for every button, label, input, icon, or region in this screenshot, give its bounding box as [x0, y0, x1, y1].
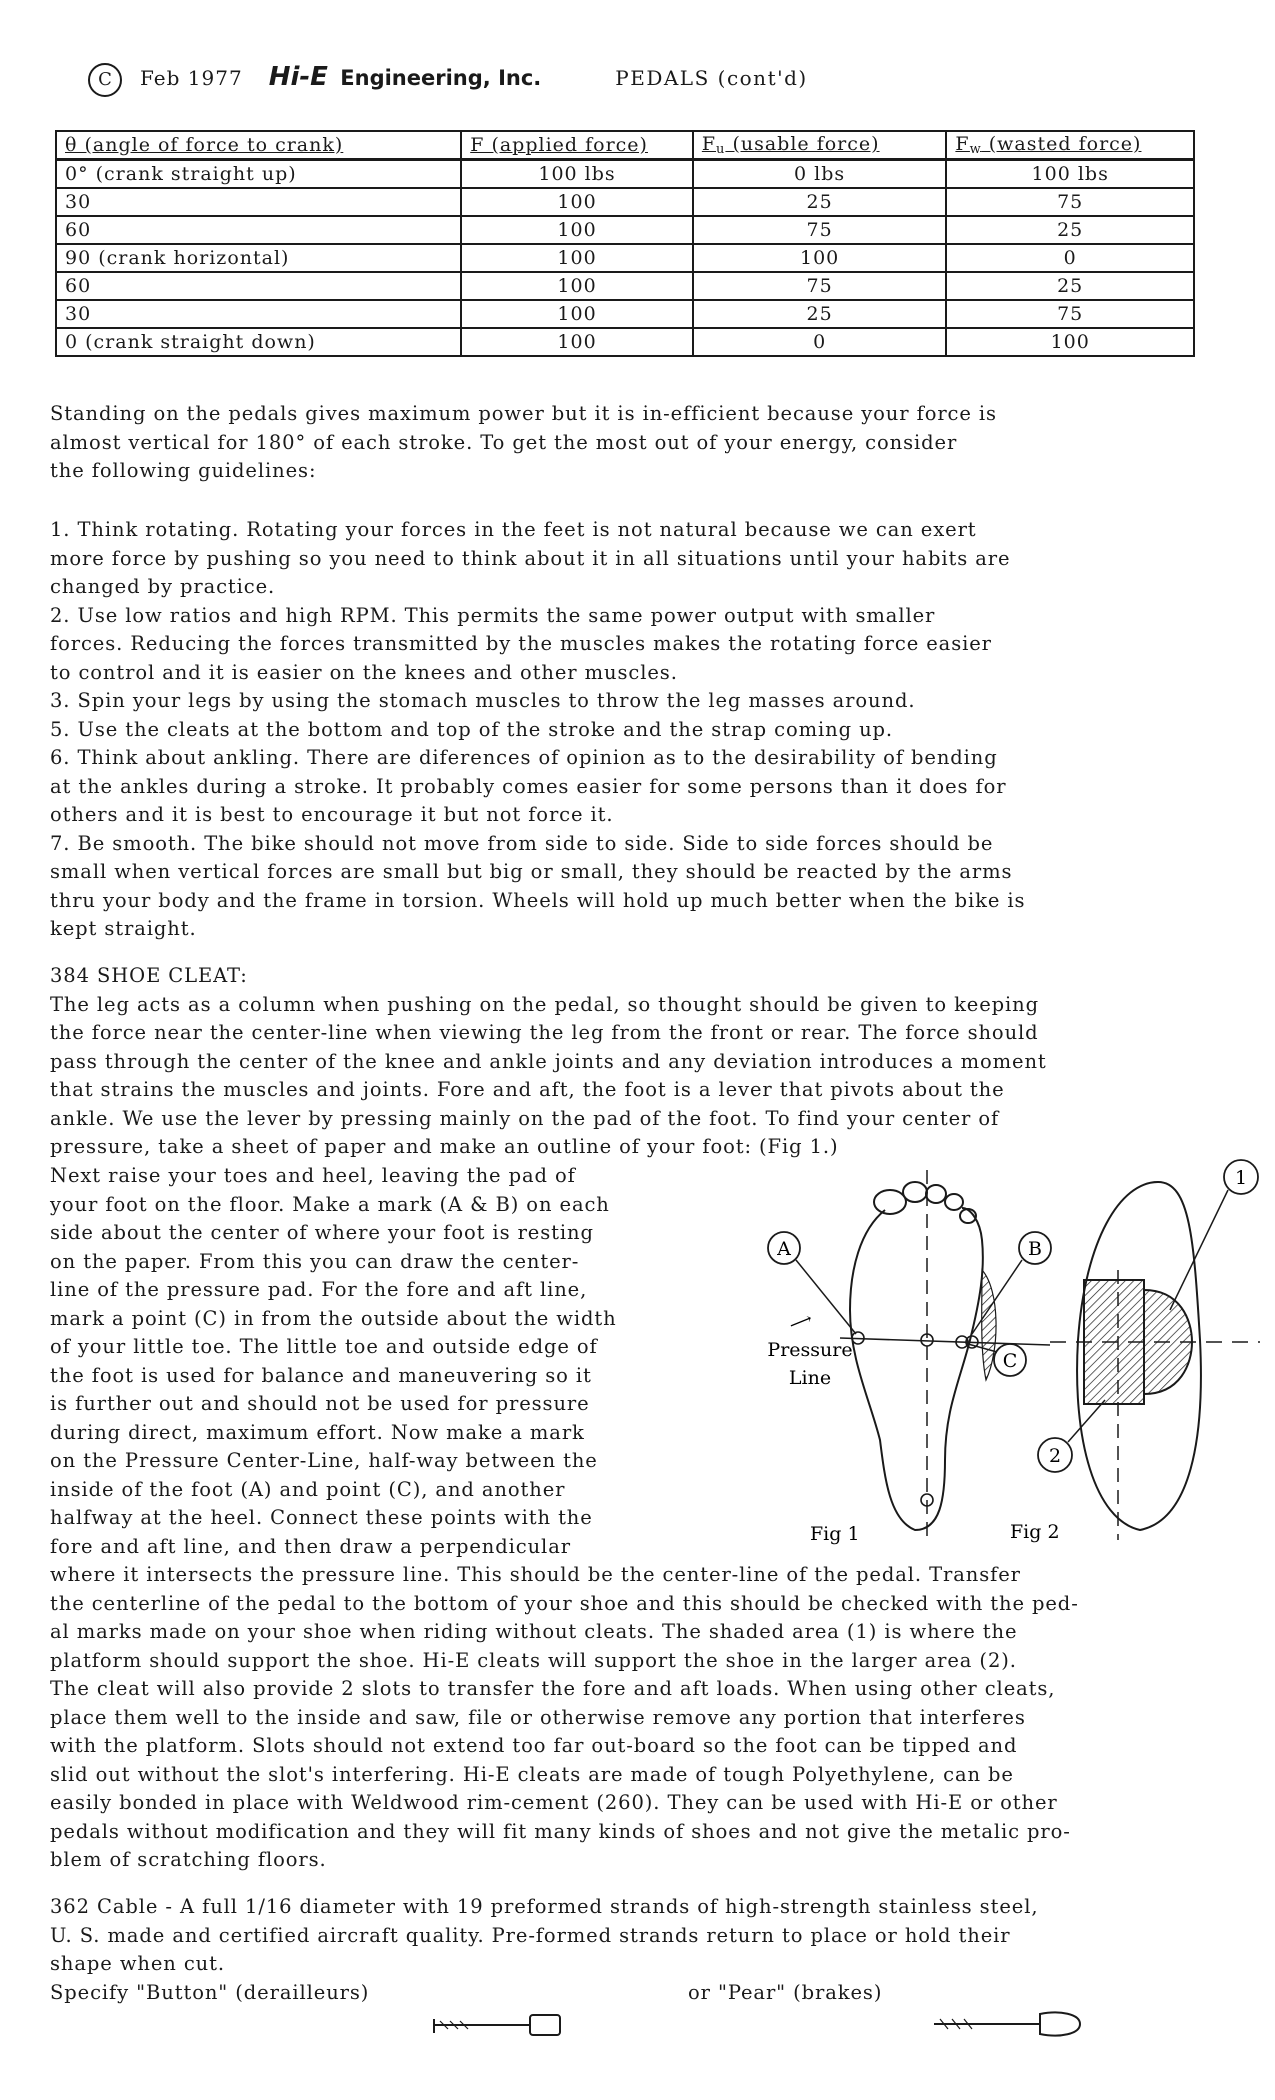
table-row: [56, 216, 1194, 244]
guideline-line: 3. Spin your legs by using the stomach muscles to throw the leg masses around.: [50, 689, 916, 712]
cell-applied: 100 lbs: [461, 160, 693, 189]
cell-applied: 100: [461, 216, 693, 244]
specify-button: Specify "Button" (derailleurs): [50, 1981, 370, 2004]
cell-usable: 0 lbs: [693, 160, 947, 189]
cell-wasted: 75: [946, 188, 1194, 216]
intro-paragraph: Standing on the pedals gives maximum power but it is in-efficient because your force is almost vertical for 180° of each stroke. To get the most out of your energy, consider the following guidelines:: [50, 402, 997, 482]
cell-applied: 100: [461, 188, 693, 216]
cell-usable: 25: [693, 188, 947, 216]
cell-applied: 100: [461, 300, 693, 328]
header-date: Feb 1977: [140, 66, 243, 90]
guideline-line: others and it is best to encourage it but not force it.: [50, 803, 614, 826]
col-header-wasted-force: $F_w$ (wasted force): [946, 131, 1194, 160]
guideline-line: small when vertical forces are small but big or small, they should be reacted by the arms: [50, 860, 1013, 883]
cell-wasted: 100: [946, 328, 1194, 356]
label-2: 2: [1048, 1445, 1062, 1467]
cable-section: 362 Cable - A full 1/16 diameter with 19 preformed strands of high-strength stainless steel, U. S. made and certified aircraft quality. Pre-formed strands return to place or hold their shape when cut.: [50, 1895, 1039, 1975]
cell-angle: 0 (crank straight down): [56, 328, 461, 356]
cell-wasted: 0: [946, 244, 1194, 272]
foot-outline-fig1: [850, 1182, 983, 1530]
cell-applied: 100: [461, 328, 693, 356]
pressure-line: [840, 1338, 1050, 1345]
cleat-area-2: [1084, 1280, 1144, 1404]
label-b: B: [1028, 1238, 1042, 1260]
col-header-usable-force: $F_u$ (usable force): [693, 131, 947, 160]
guideline-line: to control and it is easier on the knees and other muscles.: [50, 660, 678, 684]
cell-angle: 60: [56, 272, 461, 300]
col-header-applied-force: F (applied force): [461, 131, 693, 160]
table-row: [56, 188, 1194, 216]
pressure-label-line: Line: [788, 1367, 832, 1389]
cleat-instructions-wrap: Next raise your toes and heel, leaving the pad of your foot on the floor. Make a mark (A & B) on each side about the center of where your foot is resting on the paper. From this you can draw the center- line of the pressure pad. For the fore and aft line, mark a point (C) in from the outside about the width of your little toe. The little toe and outside edge of the foot is used for balance and maneuvering so it is further out and should not be used for pressure during direct, maximum effort. Now make a mark on the Pressure Center-Line, half-way between the inside of the foot (A) and point (C), and another halfway at the heel. Connect these points with the fore and aft line, and then draw a perpendicular: [50, 1164, 617, 1558]
cell-angle: 30: [56, 300, 461, 328]
guideline-line: changed by practice.: [50, 575, 276, 598]
guidelines-list: [50, 516, 1025, 944]
force-table: [55, 130, 1195, 357]
guideline-line: 2. Use low ratios and high RPM. This permits the same power output with smaller: [50, 603, 936, 627]
guideline-line: at the ankles during a stroke. It probably comes easier for some persons than it does for: [50, 774, 1007, 798]
shoe-cleat-section: 384 SHOE CLEAT: The leg acts as a column when pushing on the pedal, so thought should be given to keeping the force near the center-line when viewing the leg from the front or rear. The force should pass through the center of the knee and ankle joints and any deviation introduces a moment that strains the muscles and joints. Fore and aft, the foot is a lever that pivots about the ankle. We use the lever by pressing mainly on the pad of the foot. To find your center of pressure, take a sheet of paper and make an outline of your foot: (Fig 1.): [50, 964, 1047, 1158]
table-header-row: [56, 131, 1194, 160]
guideline-line: thru your body and the frame in torsion. Wheels will hold up much better when the bike is: [50, 888, 1026, 912]
table-row: [56, 244, 1194, 272]
table-row: [56, 160, 1194, 189]
cell-usable: 75: [693, 272, 947, 300]
cell-applied: 100: [461, 272, 693, 300]
cell-applied: 100: [461, 244, 693, 272]
cell-wasted: 75: [946, 300, 1194, 328]
cleat-paragraph-bottom: where it intersects the pressure line. This should be the center-line of the pedal. Transfer the centerline of the pedal to the bottom of your shoe and this should be checked with the ped- al marks made on your shoe when riding without cleats. The shaded area (1) is where the platform should support the shoe. Hi-E cleats will support the shoe in the larger area (2). The cleat will also provide 2 slots to transfer the fore and aft loads. When using other cleats, place them well to the inside and saw, file or otherwise remove any portion that interferes with the platform. Slots should not extend too far out-board so the foot can be tipped and slid out without the slot's interfering. Hi-E cleats are made of tough Polyethylene, can be easily bonded in place with Weldwood rim-cement (260). They can be used with Hi-E or other pedals without modification and they will fit many kinds of shoes and not give the metalic pro- blem of scratching floors.: [50, 1563, 1079, 1871]
cell-usable: 100: [693, 244, 947, 272]
cell-angle: 90 (crank horizontal): [56, 244, 461, 272]
guideline-line: 1. Think rotating. Rotating your forces in the feet is not natural because we can exert: [50, 518, 977, 541]
specify-pear: or "Pear" (brakes): [688, 1981, 883, 2004]
guideline-line: 5. Use the cleats at the bottom and top of the stroke and the strap coming up.: [50, 717, 894, 741]
cell-angle: 0° (crank straight up): [56, 160, 461, 189]
table-row: [56, 300, 1194, 328]
page-header: [88, 62, 808, 97]
button-cable-end-icon: [430, 2005, 570, 2045]
company-name: Engineering, Inc.: [340, 66, 542, 90]
table-row: [56, 272, 1194, 300]
guideline-line: forces. Reducing the forces transmitted by the muscles makes the rotating force easier: [50, 632, 992, 655]
guideline-line: kept straight.: [50, 917, 197, 940]
cell-angle: 60: [56, 216, 461, 244]
fig2-caption: Fig 2: [1010, 1521, 1060, 1543]
guideline-line: 6. Think about ankling. There are diferences of opinion as to the desirability of bending: [50, 746, 998, 769]
pressure-label: Pressure: [767, 1339, 853, 1361]
copyright-icon: C: [88, 63, 122, 97]
foot-diagram: [700, 1120, 1270, 1560]
table-row: [56, 328, 1194, 356]
label-c: C: [1002, 1350, 1018, 1372]
brand-logo: Hi-E: [268, 62, 328, 92]
col-header-angle: θ (angle of force to crank): [56, 131, 461, 160]
label-1: 1: [1234, 1167, 1248, 1189]
cell-usable: 0: [693, 328, 947, 356]
label-a: A: [777, 1238, 791, 1260]
section-heading: 384 SHOE CLEAT:: [50, 964, 248, 987]
cell-wasted: 100 lbs: [946, 160, 1194, 189]
guideline-line: 7. Be smooth. The bike should not move from side to side. Side to side forces should be: [50, 831, 994, 855]
cell-wasted: 25: [946, 272, 1194, 300]
svg-text:⟶: ⟶: [786, 1308, 815, 1335]
cell-usable: 75: [693, 216, 947, 244]
guideline-line: more force by pushing so you need to think about it in all situations until your habits are: [50, 546, 1011, 570]
cell-angle: 30: [56, 188, 461, 216]
pear-cable-end-icon: [930, 2002, 1090, 2046]
cell-usable: 25: [693, 300, 947, 328]
platform-area-1: [1144, 1290, 1192, 1394]
fig1-caption: Fig 1: [810, 1523, 860, 1545]
cell-wasted: 25: [946, 216, 1194, 244]
section-title: PEDALS (cont'd): [615, 66, 808, 90]
